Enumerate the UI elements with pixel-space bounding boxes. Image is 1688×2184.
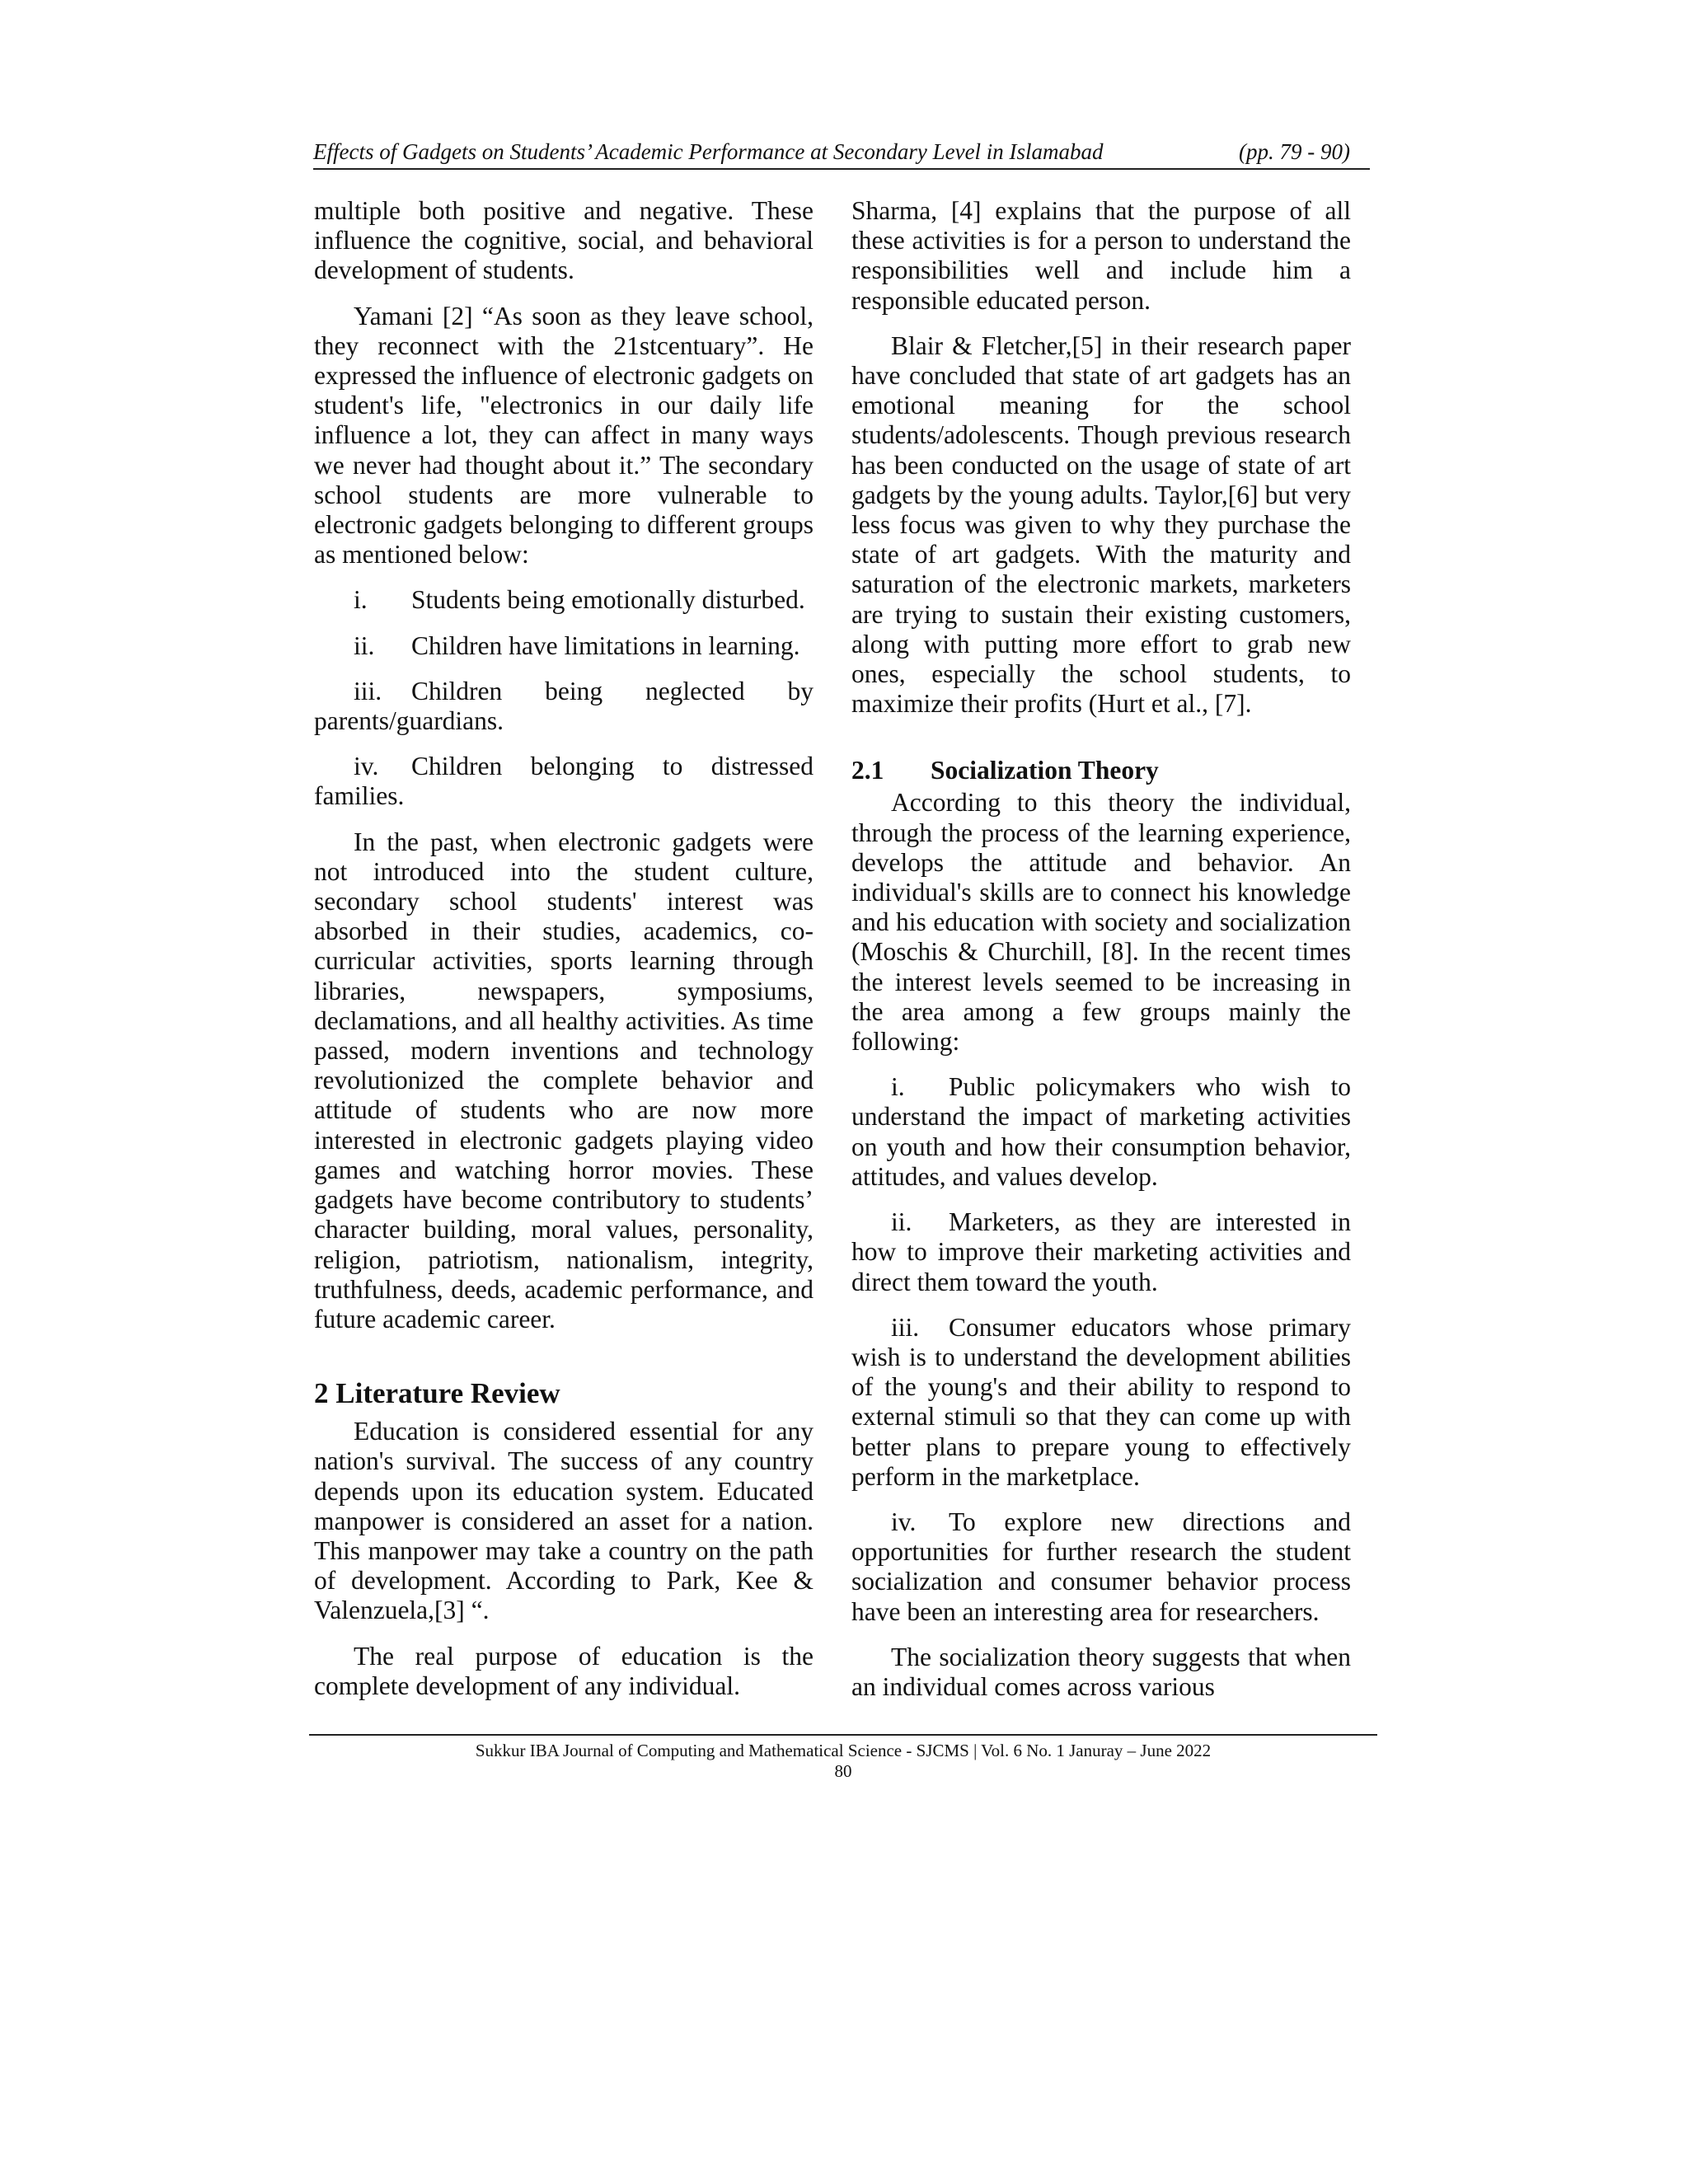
header-page-range: (pp. 79 - 90) bbox=[1239, 139, 1350, 164]
paragraph: Education is considered essential for any nation's survival. The success of any country depends upon its education system. Educated manpower is considered an asset for a nation. This manpower may take a country on the path of development. According to Park, Kee & Valenzuela,[3] “. bbox=[314, 1417, 814, 1625]
list-item-text: Consumer educators whose primary wish is to understand the development abilities of the young's and their ability to respond to external stimuli so that they can come up with better plans to prepare young to effectively perform in the marketplace. bbox=[851, 1312, 1351, 1491]
paragraph: According to this theory the individual, through the process of the learning experience, develops the attitude and behavior. An individual's skills are to connect his knowledge and his education with society and socialization (Moschis & Churchill, [8]. In the recent times the interest levels seemed to be increasing in the area among a few groups mainly the following: bbox=[851, 788, 1351, 1057]
list-item bbox=[851, 1507, 1351, 1627]
list-item bbox=[314, 752, 814, 811]
subsection-number: 2.1 bbox=[851, 756, 884, 785]
header-title: Effects of Gadgets on Students’ Academic Performance at Secondary Level in Islamabad bbox=[313, 139, 1104, 164]
paragraph: The real purpose of education is the complete development of any individual. bbox=[314, 1641, 814, 1700]
running-header bbox=[313, 135, 1370, 170]
paragraph: multiple both positive and negative. These influence the cognitive, social, and behavioral development of students. bbox=[314, 196, 814, 285]
list-item-text: Children have limitations in learning. bbox=[411, 630, 800, 660]
right-column bbox=[851, 196, 1351, 1702]
list-item bbox=[314, 677, 814, 736]
paragraph: The socialization theory suggests that when an individual comes across various bbox=[851, 1642, 1351, 1701]
list-item-text: Public policymakers who wish to understand the impact of marketing activities on youth and how their consumption behavior, attitudes, and values develop. bbox=[851, 1072, 1351, 1191]
list-item-number: iii. bbox=[354, 676, 382, 705]
paragraph: Yamani [2] “As soon as they leave school, they reconnect with the 21stcentuary”. He expressed the influence of electronic gadgets on student's life, "electronics in our daily life influence a lot, they can affect in many ways we never had thought about it.” The secondary school students are more vulnerable to electronic gadgets belonging to different groups as mentioned below: bbox=[314, 301, 814, 569]
list-item-number: ii. bbox=[354, 630, 375, 660]
subsection-heading bbox=[851, 755, 1351, 786]
list-item-text: To explore new directions and opportunities for further research the student socialization and consumer behavior process have been an interesting area for researchers. bbox=[851, 1507, 1351, 1626]
footer-page-number: 80 bbox=[834, 1761, 852, 1781]
list-item-number: ii. bbox=[891, 1207, 912, 1237]
list-item-text: Children being neglected by parents/guardians. bbox=[314, 676, 814, 736]
list-item-text: Marketers, as they are interested in how to improve their marketing activities and direct them toward the youth. bbox=[851, 1207, 1351, 1296]
list-item-number: iii. bbox=[891, 1312, 920, 1342]
list-item bbox=[851, 1207, 1351, 1297]
list-item bbox=[851, 1072, 1351, 1192]
paragraph: Blair & Fletcher,[5] in their research paper have concluded that state of art gadgets has an emotional meaning for the school students/adolescents. Though previous research has been conducted on the usage of state of art gadgets by the young adults. Taylor,[6] but very less focus was given to why they purchase the state of art gadgets. With the maturity and saturation of the electronic markets, marketers are trying to sustain their existing customers, along with putting more effort to grab new ones, especially the school students, to maximize their profits (Hurt et al., [7]. bbox=[851, 330, 1351, 719]
list-item bbox=[314, 631, 814, 661]
left-column bbox=[314, 196, 814, 1701]
footer-journal: Sukkur IBA Journal of Computing and Mathematical Science - SJCMS | Vol. 6 No. 1 Januray – June 2022 bbox=[475, 1741, 1212, 1760]
list-item-number: i. bbox=[354, 585, 368, 615]
paragraph: Sharma, [4] explains that the purpose of all these activities is for a person to understand the responsibilities well and include him a responsible educated person. bbox=[851, 196, 1351, 315]
paragraph: In the past, when electronic gadgets were not introduced into the student culture, secondary school students' interest was absorbed in their studies, academics, co-curricular activities, sports learning through libraries, newspapers, symposiums, declamations, and all healthy activities. As time passed, modern inventions and technology revolutionized the complete behavior and attitude of students who are now more interested in electronic gadgets playing video games and watching horror movies. These gadgets have become contributory to students’ character building, moral values, personality, religion, patriotism, nationalism, integrity, truthfulness, deeds, academic performance, and future academic career. bbox=[314, 827, 814, 1333]
list-item-number: iv. bbox=[891, 1507, 917, 1536]
list-item bbox=[314, 585, 814, 615]
list-item-number: i. bbox=[891, 1072, 905, 1102]
section-heading: 2 Literature Review bbox=[314, 1377, 560, 1410]
list-item-number: iv. bbox=[354, 752, 379, 781]
list-item-text: Students being emotionally disturbed. bbox=[411, 585, 805, 615]
running-footer bbox=[309, 1734, 1377, 1782]
list-item-text: Children belonging to distressed families. bbox=[314, 752, 814, 811]
subsection-title: Socialization Theory bbox=[931, 756, 1159, 785]
list-item bbox=[851, 1313, 1351, 1492]
